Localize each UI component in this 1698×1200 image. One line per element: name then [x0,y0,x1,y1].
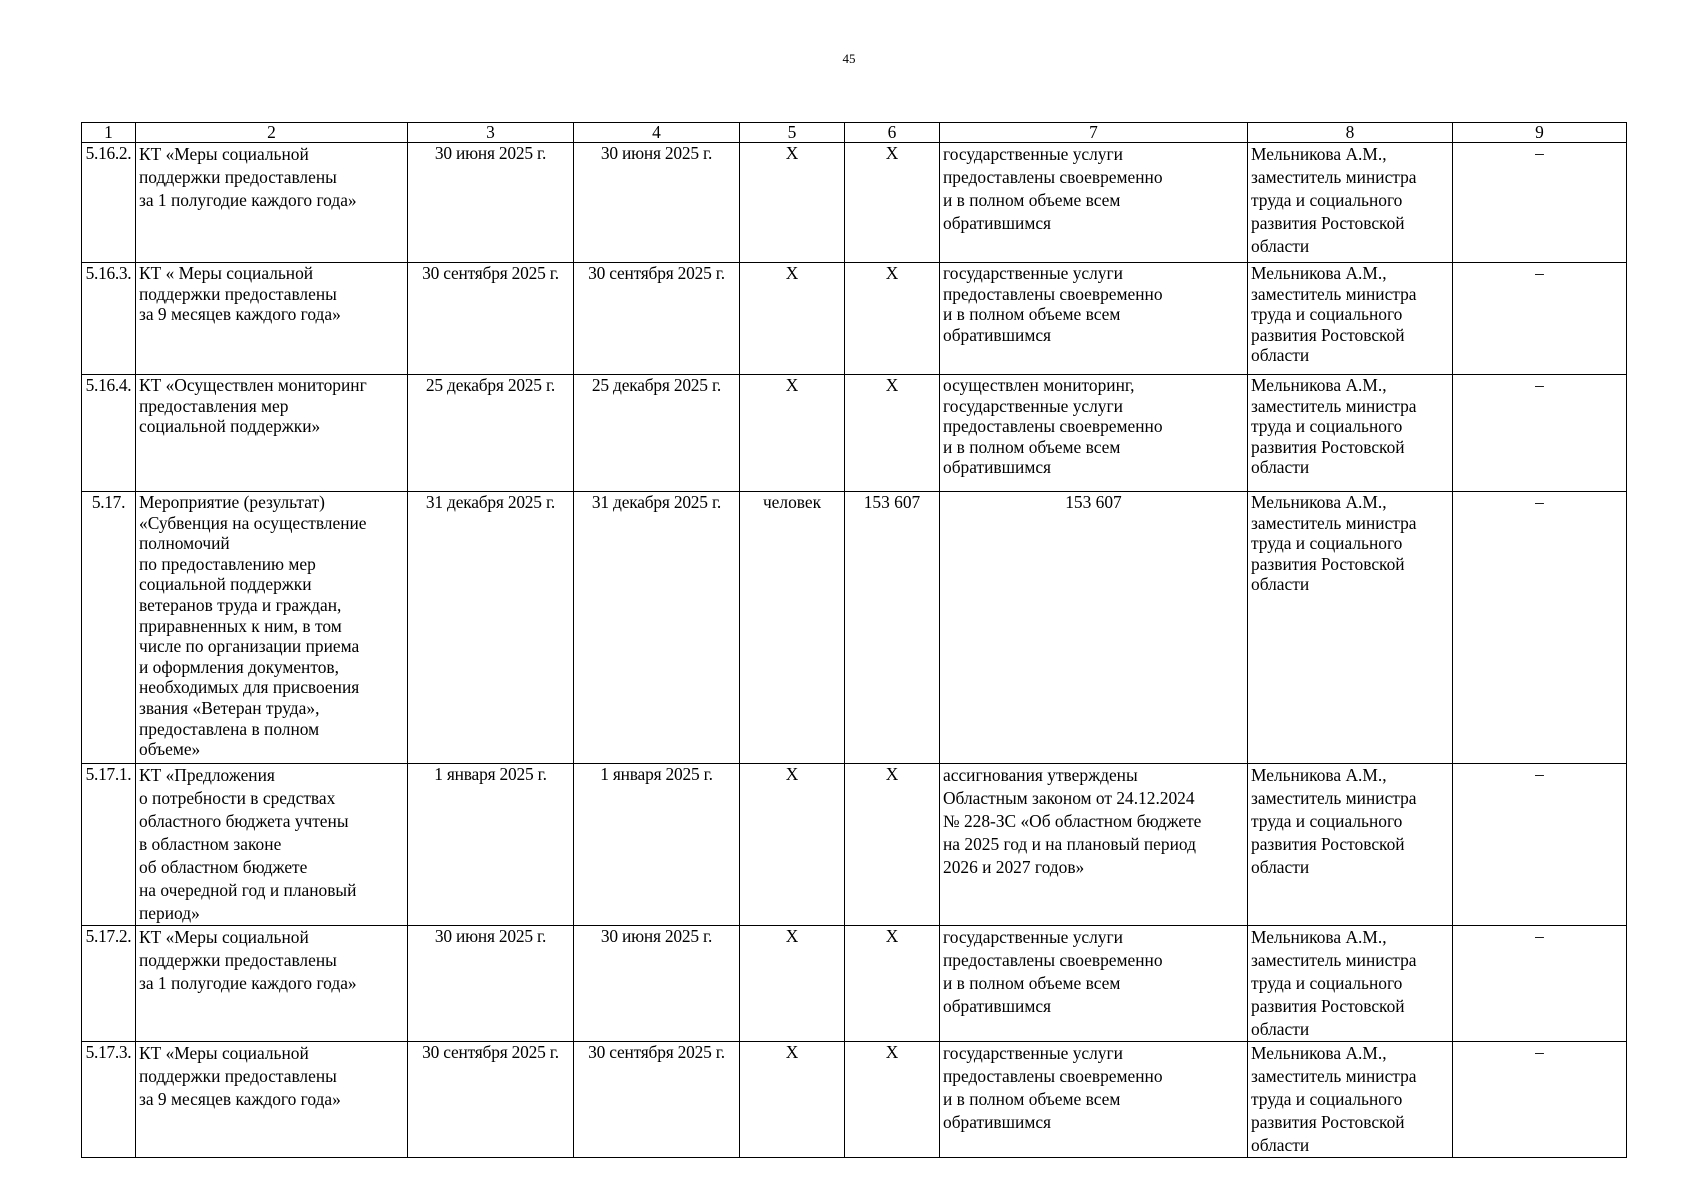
start-date: 30 июня 2025 г. [408,926,574,1042]
column-header: 2 [136,123,408,143]
column-header: 6 [845,123,940,143]
event-name: КТ «Меры социальной поддержки предоставлены за 1 полугодие каждого года» [136,143,408,263]
table-row [82,143,1627,263]
unit-cell: Х [740,263,845,375]
unit-cell: Х [740,764,845,926]
row-number: 5.16.2. [82,143,136,263]
result-cell: ассигнования утверждены Областным законом от 24.12.2024 № 228-ЗС «Об областном бюджете на 2025 год и на плановый период 2026 и 2027 годов» [940,764,1248,926]
table-row [82,926,1627,1042]
responsible-cell: Мельникова А.М., заместитель министра труда и социального развития Ростовской области [1248,1042,1453,1158]
result-cell: осуществлен мониторинг, государственные услуги предоставлены своевременно и в полном объеме всем обратившимся [940,375,1248,492]
row-number: 5.17.3. [82,1042,136,1158]
column-header: 5 [740,123,845,143]
unit-cell: Х [740,926,845,1042]
unit-cell: Х [740,1042,845,1158]
row-number: 5.16.4. [82,375,136,492]
value-cell: Х [845,263,940,375]
responsible-cell: Мельникова А.М., заместитель министра труда и социального развития Ростовской области [1248,263,1453,375]
column-header: 9 [1453,123,1627,143]
end-date: 30 июня 2025 г. [574,143,740,263]
end-date: 31 декабря 2025 г. [574,492,740,764]
event-name: КТ «Предложения о потребности в средствах областного бюджета учтены в областном законе об областном бюджете на очередной год и плановый период» [136,764,408,926]
note-cell: – [1453,926,1627,1042]
end-date: 30 сентября 2025 г. [574,1042,740,1158]
column-header: 4 [574,123,740,143]
unit-cell: человек [740,492,845,764]
row-number: 5.17.1. [82,764,136,926]
table-row [82,492,1627,764]
start-date: 31 декабря 2025 г. [408,492,574,764]
plan-table [81,122,1627,1158]
result-cell: 153 607 [940,492,1248,764]
unit-cell: Х [740,143,845,263]
row-number: 5.16.3. [82,263,136,375]
note-cell: – [1453,1042,1627,1158]
event-name: КТ «Меры социальной поддержки предоставлены за 9 месяцев каждого года» [136,1042,408,1158]
end-date: 1 января 2025 г. [574,764,740,926]
result-cell: государственные услуги предоставлены своевременно и в полном объеме всем обратившимся [940,1042,1248,1158]
note-cell: – [1453,263,1627,375]
result-cell: государственные услуги предоставлены своевременно и в полном объеме всем обратившимся [940,926,1248,1042]
column-header: 1 [82,123,136,143]
note-cell: – [1453,764,1627,926]
start-date: 1 января 2025 г. [408,764,574,926]
responsible-cell: Мельникова А.М., заместитель министра труда и социального развития Ростовской области [1248,492,1453,764]
column-number-row [82,123,1627,143]
event-name: КТ «Меры социальной поддержки предоставлены за 1 полугодие каждого года» [136,926,408,1042]
event-name: КТ «Осуществлен мониторинг предоставления мер социальной поддержки» [136,375,408,492]
start-date: 25 декабря 2025 г. [408,375,574,492]
event-name: КТ « Меры социальной поддержки предоставлены за 9 месяцев каждого года» [136,263,408,375]
row-number: 5.17. [82,492,136,764]
responsible-cell: Мельникова А.М., заместитель министра труда и социального развития Ростовской области [1248,375,1453,492]
end-date: 25 декабря 2025 г. [574,375,740,492]
column-header: 8 [1248,123,1453,143]
table-row [82,375,1627,492]
table-row [82,1042,1627,1158]
value-cell: Х [845,143,940,263]
unit-cell: Х [740,375,845,492]
responsible-cell: Мельникова А.М., заместитель министра труда и социального развития Ростовской области [1248,143,1453,263]
value-cell: Х [845,926,940,1042]
column-header: 3 [408,123,574,143]
note-cell: – [1453,375,1627,492]
start-date: 30 сентября 2025 г. [408,1042,574,1158]
result-cell: государственные услуги предоставлены своевременно и в полном объеме всем обратившимся [940,143,1248,263]
value-cell: Х [845,1042,940,1158]
value-cell: Х [845,764,940,926]
end-date: 30 июня 2025 г. [574,926,740,1042]
responsible-cell: Мельникова А.М., заместитель министра труда и социального развития Ростовской области [1248,764,1453,926]
end-date: 30 сентября 2025 г. [574,263,740,375]
note-cell: – [1453,492,1627,764]
table-row [82,764,1627,926]
event-name: Мероприятие (результат) «Субвенция на осуществление полномочий по предоставлению мер социальной поддержки ветеранов труда и граждан, приравненных к ним, в том числе по организации приема и оформления документов, необходимых для присвоения звания «Ветеран труда», предоставлена в полном объеме» [136,492,408,764]
column-header: 7 [940,123,1248,143]
row-number: 5.17.2. [82,926,136,1042]
start-date: 30 июня 2025 г. [408,143,574,263]
value-cell: 153 607 [845,492,940,764]
result-cell: государственные услуги предоставлены своевременно и в полном объеме всем обратившимся [940,263,1248,375]
note-cell: – [1453,143,1627,263]
start-date: 30 сентября 2025 г. [408,263,574,375]
page-number: 45 [842,51,856,66]
responsible-cell: Мельникова А.М., заместитель министра труда и социального развития Ростовской области [1248,926,1453,1042]
table-row [82,263,1627,375]
value-cell: Х [845,375,940,492]
